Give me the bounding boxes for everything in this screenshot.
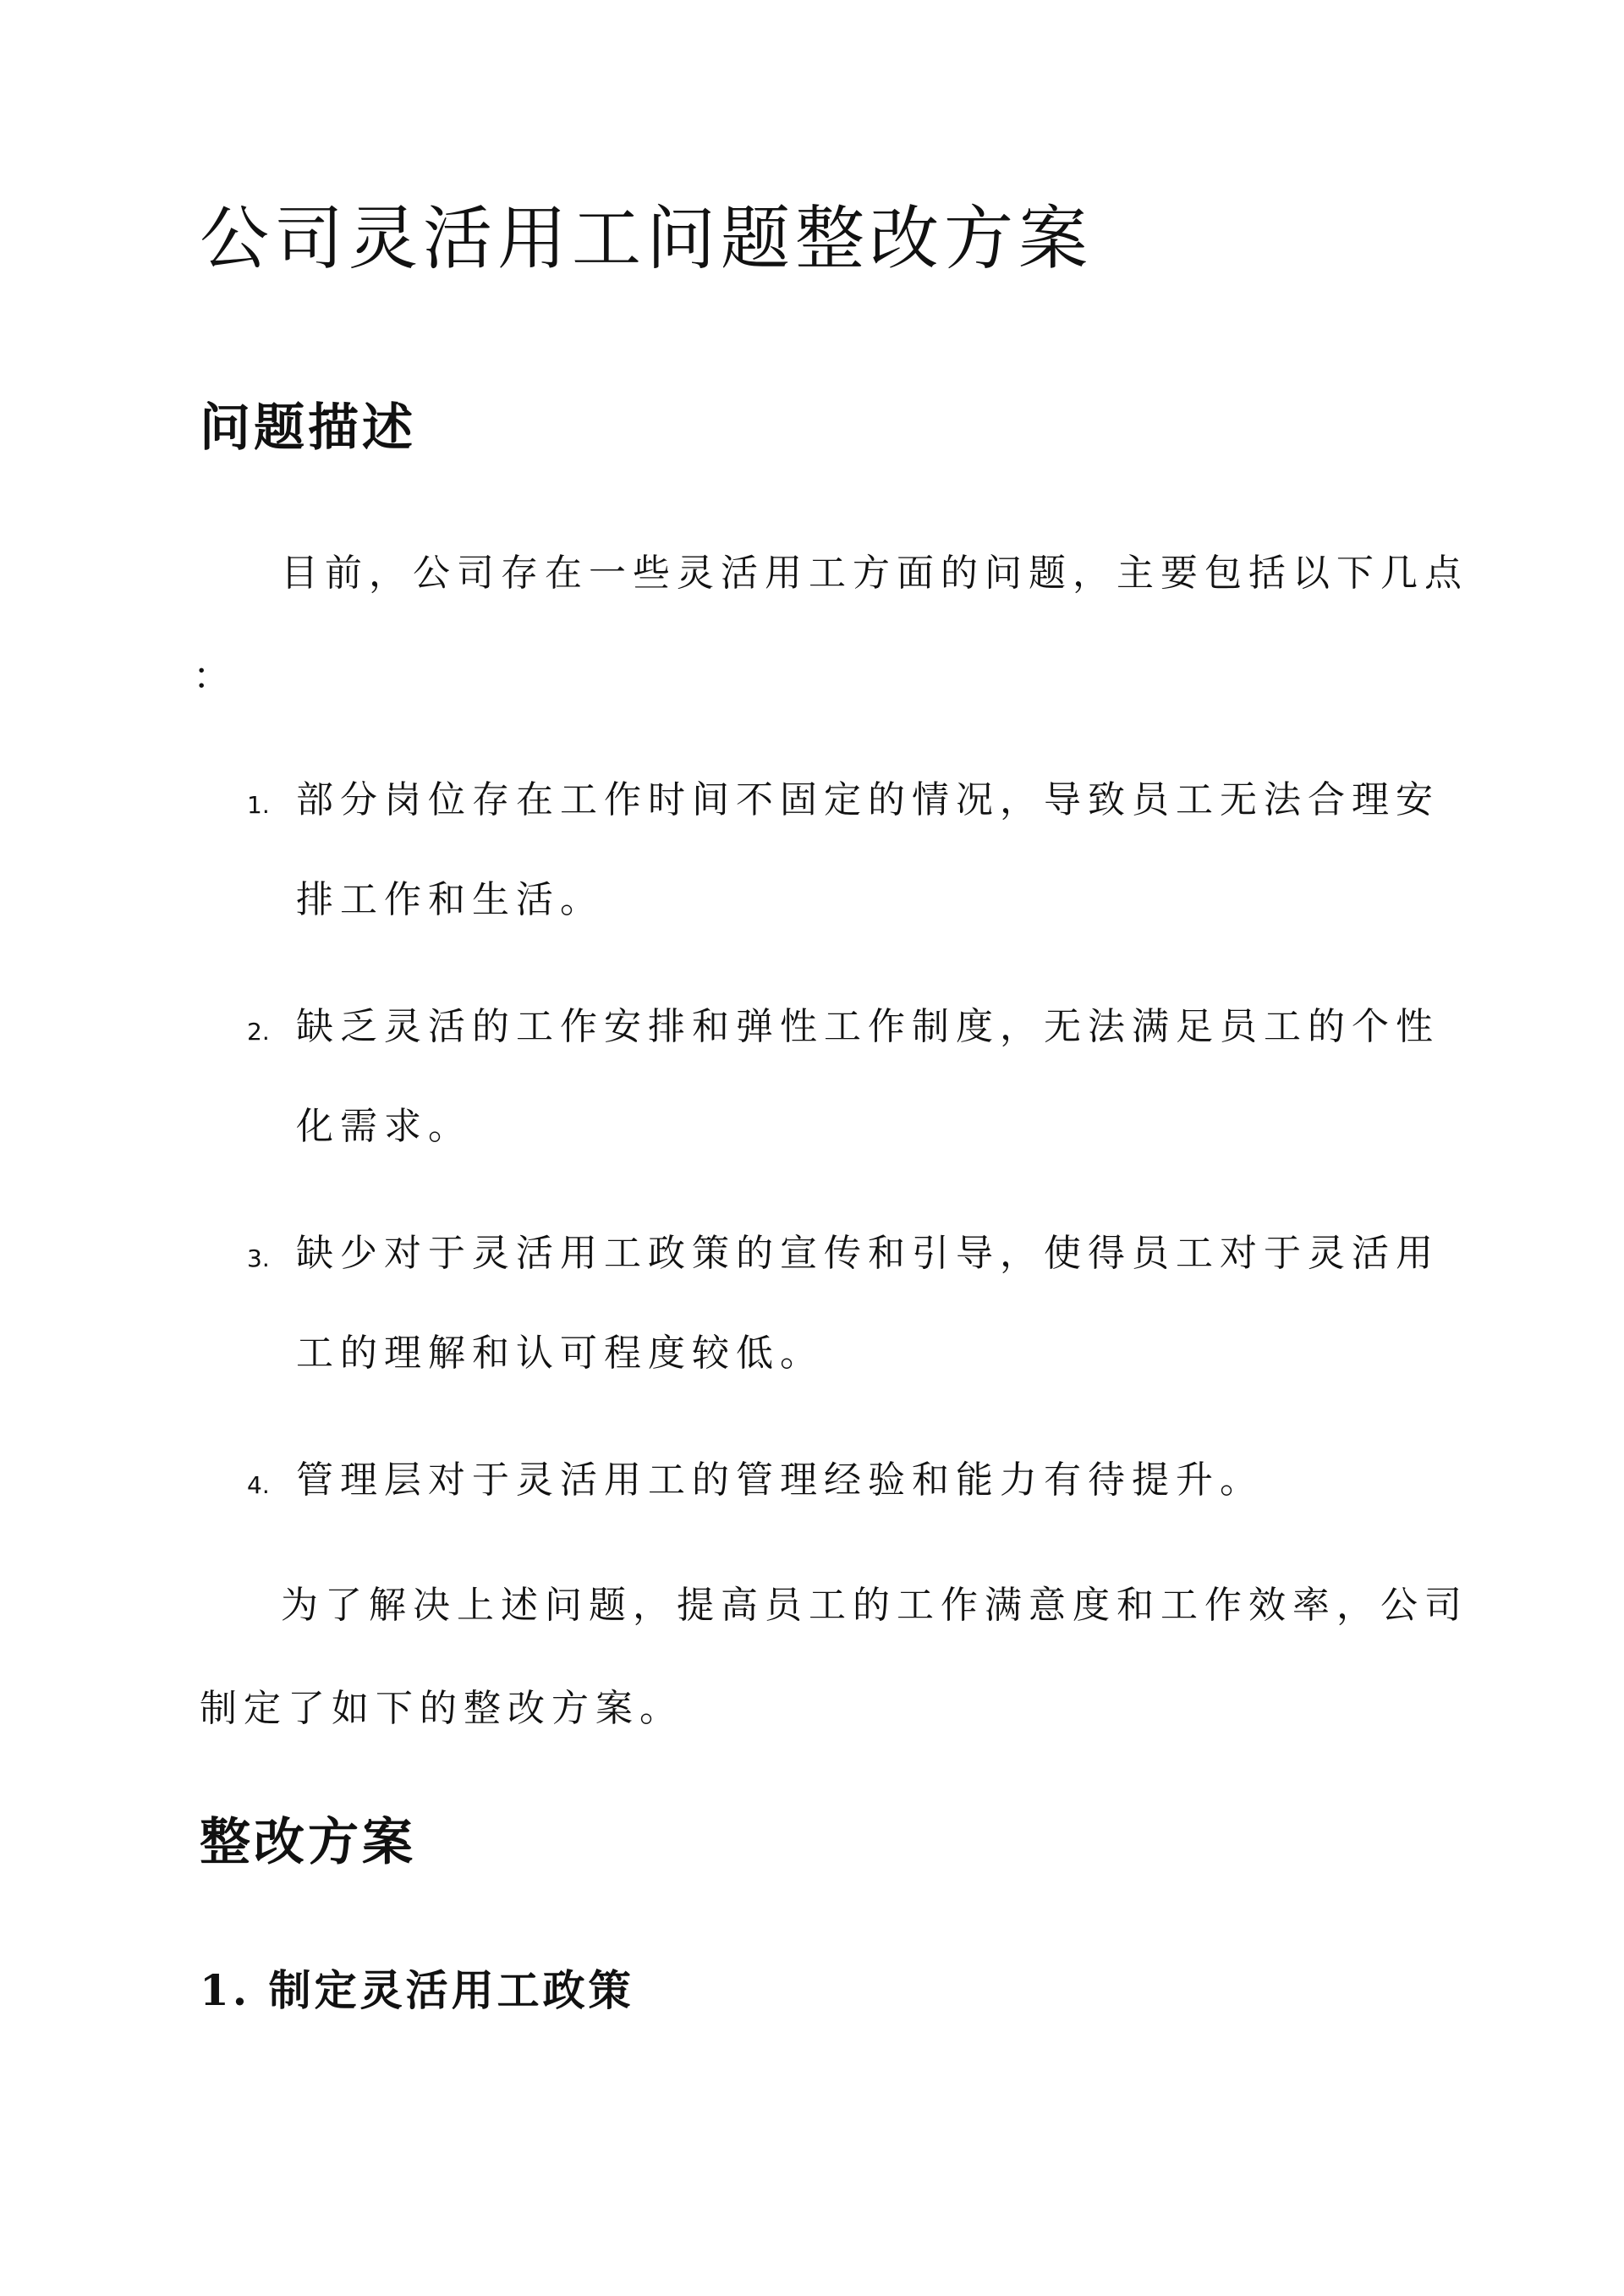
section-heading-problem-description: 问题描述: [200, 398, 416, 458]
document-title: 公司灵活用工问题整改方案: [200, 199, 1094, 279]
intro-paragraph-line-2: ：: [193, 655, 237, 698]
list-item-line-1: 管理层对于灵活用工的管理经验和能力有待提升。: [296, 1458, 1264, 1502]
conclusion-paragraph-line-2: 制定了如下的整改方案。: [200, 1687, 683, 1730]
list-item-number: 3.: [247, 1244, 270, 1272]
list-item-line-2: 排工作和生活。: [296, 878, 604, 921]
list-item-number: 2.: [247, 1018, 270, 1046]
list-item-number: 1.: [247, 791, 270, 819]
subheading-flexible-employment-policy: 1. 制定灵活用工政策: [200, 1965, 634, 2015]
list-item-line-1: 部分岗位存在工作时间不固定的情况，导致员工无法合理安: [296, 778, 1440, 821]
intro-paragraph-line-1: 目前，公司存在一些灵活用工方面的问题，主要包括以下几点: [281, 552, 1468, 595]
conclusion-paragraph-line-1: 为了解决上述问题，提高员工的工作满意度和工作效率，公司: [281, 1584, 1468, 1627]
section-heading-rectification-plan: 整改方案: [200, 1813, 416, 1872]
list-item-line-1: 缺乏灵活的工作安排和弹性工作制度，无法满足员工的个性: [296, 1005, 1440, 1048]
list-item-line-2: 化需求。: [296, 1105, 472, 1148]
list-item-line-1: 缺少对于灵活用工政策的宣传和引导，使得员工对于灵活用: [296, 1232, 1440, 1275]
list-item-number: 4.: [247, 1471, 270, 1499]
list-item-line-2: 工的理解和认可程度较低。: [296, 1332, 824, 1375]
